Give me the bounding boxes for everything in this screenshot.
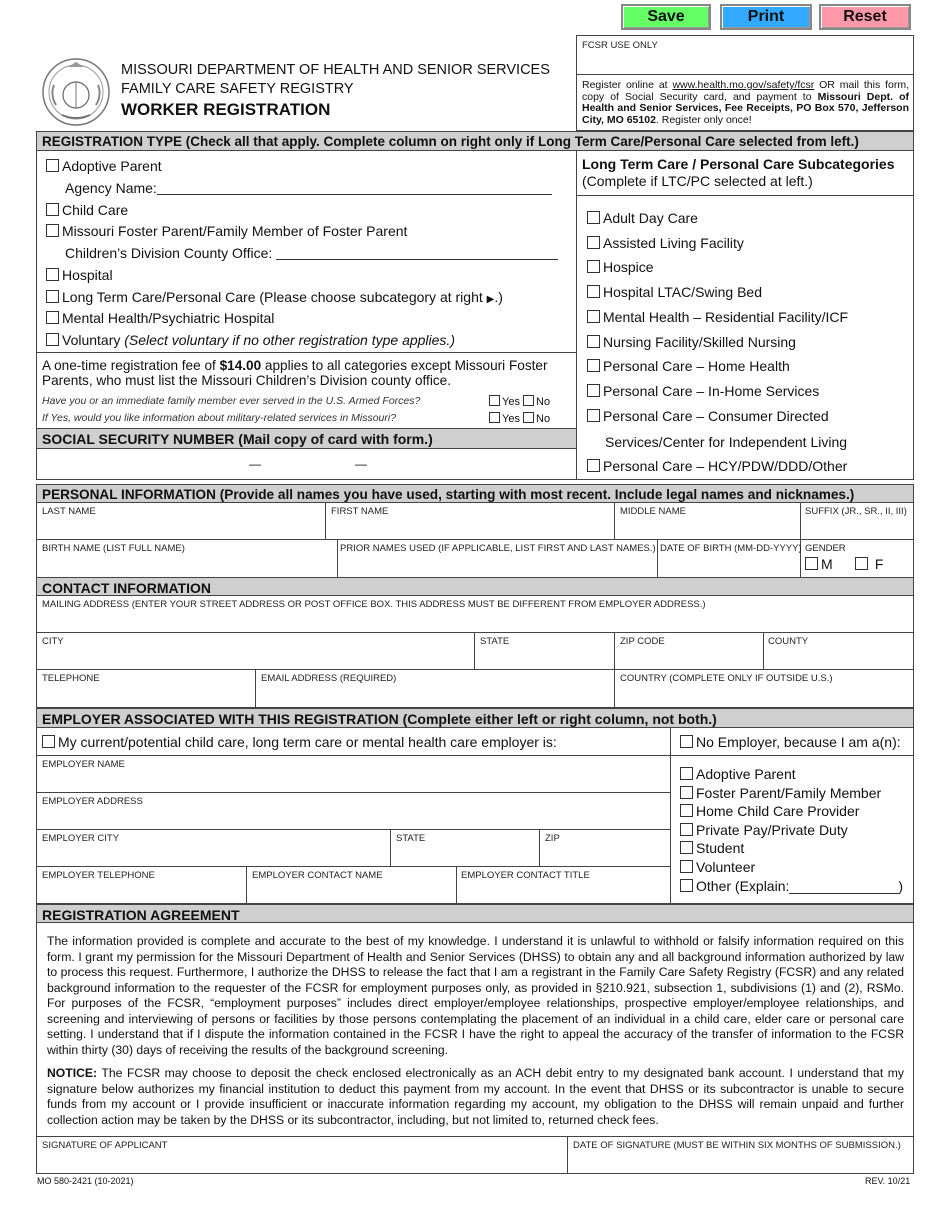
revision-date: REV. 10/21	[865, 1176, 911, 1186]
registry-name: FAMILY CARE SAFETY REGISTRY	[121, 81, 354, 97]
adoptive-parent-option[interactable]: Adoptive Parent	[46, 158, 162, 174]
agreement-header: REGISTRATION AGREEMENT	[36, 904, 914, 923]
subcategory-option[interactable]: Assisted Living Facility	[587, 235, 744, 251]
voluntary-option[interactable]: Voluntary (Select voluntary if no other registration type applies.)	[46, 332, 455, 348]
subcategory-option[interactable]: Adult Day Care	[587, 210, 698, 226]
subcategory-hcy-option[interactable]: Personal Care – HCY/PDW/DDD/Other	[587, 458, 847, 474]
no-employer-reason-option[interactable]: Student	[680, 840, 744, 856]
child-care-option[interactable]: Child Care	[46, 202, 128, 218]
current-employer-checkbox[interactable]	[42, 735, 55, 748]
form-title: WORKER REGISTRATION	[121, 100, 331, 119]
county-office-field[interactable]: Children’s Division County Office:	[65, 245, 558, 261]
hospital-checkbox[interactable]	[46, 268, 59, 281]
ssn-input[interactable]	[36, 449, 576, 480]
gender-f-checkbox[interactable]	[855, 557, 868, 570]
mental-health-option[interactable]: Mental Health/Psychiatric Hospital	[46, 310, 274, 326]
agency-name: MISSOURI DEPARTMENT OF HEALTH AND SENIOR SERVICES	[121, 62, 550, 78]
notice-paragraph: NOTICE: The FCSR may choose to deposit the check enclosed electronically as an ACH debit entry to my designated bank account. I understand that my signature below authorizes my financial institution to deduct this payment from my account. In the event that DHSS or its subcontractor is unable to secure funds from my account or I provide insufficient or inaccurate information regarding my account, my obligation to the DHSS will remain unpaid and further collection action may be taken by the DHSS or its subcontractor, including, but not limited to, returned check fees.	[47, 1066, 904, 1127]
foster-parent-checkbox[interactable]	[46, 224, 59, 237]
county-field[interactable]: COUNTY	[768, 636, 809, 647]
employer-address-field[interactable]: EMPLOYER ADDRESS	[42, 796, 143, 807]
no-employer-reason-option[interactable]: Adoptive Parent	[680, 766, 796, 782]
no-employer-reason-checkbox[interactable]	[680, 767, 693, 780]
no-employer-reason-checkbox[interactable]	[680, 786, 693, 799]
subcategories-title: Long Term Care / Personal Care Subcategories	[582, 156, 895, 172]
subcategory-checkbox[interactable]	[587, 236, 600, 249]
gender-f-option[interactable]: F	[855, 556, 883, 572]
suffix-field[interactable]: SUFFIX (JR., SR., II, III)	[805, 506, 907, 517]
no-employer-option[interactable]: No Employer, because I am a(n):	[680, 734, 901, 750]
fcsr-use-only-label: FCSR USE ONLY	[582, 40, 658, 51]
no-employer-reason-option[interactable]: Volunteer	[680, 859, 755, 875]
gender-label: GENDER	[805, 543, 846, 554]
ssn-dash-1: —	[249, 457, 261, 471]
email-field[interactable]: EMAIL ADDRESS (REQUIRED)	[261, 673, 397, 684]
prior-names-field[interactable]: PRIOR NAMES USED (IF APPLICABLE, LIST FIRST AND LAST NAMES.)	[340, 543, 656, 554]
ltc-pc-checkbox[interactable]	[46, 290, 59, 303]
save-button[interactable]: Save	[621, 4, 711, 30]
subcategory-option[interactable]: Hospice	[587, 259, 654, 275]
military-q1-no-checkbox[interactable]	[523, 395, 534, 406]
zip-code-field[interactable]: ZIP CODE	[620, 636, 665, 647]
military-q2-yes-checkbox[interactable]	[489, 412, 500, 423]
ssn-dash-2: —	[355, 457, 367, 471]
subcategory-checkbox[interactable]	[587, 384, 600, 397]
subcategory-hcy-checkbox[interactable]	[587, 459, 600, 472]
subcategory-cont: Services/Center for Independent Living	[605, 434, 848, 450]
subcategory-checkbox[interactable]	[587, 335, 600, 348]
form-number: MO 580-2421 (10-2021)	[37, 1176, 134, 1186]
state-seal-icon	[40, 57, 112, 127]
country-field[interactable]: COUNTRY (COMPLETE ONLY IF OUTSIDE U.S.)	[620, 673, 833, 684]
military-q2-answers: Yes No	[489, 412, 550, 425]
subcategory-checkbox[interactable]	[587, 409, 600, 422]
gender-m-option[interactable]: M	[805, 556, 833, 572]
no-employer-reason-checkbox[interactable]	[680, 804, 693, 817]
no-employer-other-option[interactable]: Other (Explain:______________)	[680, 878, 903, 894]
no-employer-reason-option[interactable]: Private Pay/Private Duty	[680, 822, 848, 838]
middle-name-field[interactable]: MIDDLE NAME	[620, 506, 686, 517]
no-employer-reason-option[interactable]: Foster Parent/Family Member	[680, 785, 881, 801]
adoptive-parent-checkbox[interactable]	[46, 159, 59, 172]
subcategory-option[interactable]: Mental Health – Residential Facility/ICF	[587, 309, 848, 325]
subcategory-checkbox[interactable]	[587, 285, 600, 298]
dob-field[interactable]: DATE OF BIRTH (MM-DD-YYYY)	[660, 543, 802, 554]
telephone-field[interactable]: TELEPHONE	[42, 673, 100, 684]
no-employer-reason-checkbox[interactable]	[680, 823, 693, 836]
military-q1-yes-checkbox[interactable]	[489, 395, 500, 406]
signature-date-field[interactable]: DATE OF SIGNATURE (MUST BE WITHIN SIX MONTHS OF SUBMISSION.)	[573, 1140, 901, 1151]
foster-parent-option[interactable]: Missouri Foster Parent/Family Member of Foster Parent	[46, 223, 407, 239]
subcategory-checkbox[interactable]	[587, 359, 600, 372]
employer-contact-title-field[interactable]: EMPLOYER CONTACT TITLE	[461, 870, 590, 881]
subcategory-option[interactable]: Hospital LTAC/Swing Bed	[587, 284, 762, 300]
no-employer-checkbox[interactable]	[680, 735, 693, 748]
employer-telephone-field[interactable]: EMPLOYER TELEPHONE	[42, 870, 155, 881]
arrow-right-icon: ▶	[486, 294, 495, 305]
employer-name-field[interactable]: EMPLOYER NAME	[42, 759, 125, 770]
signature-field[interactable]: SIGNATURE OF APPLICANT	[42, 1140, 168, 1151]
no-employer-reason-option[interactable]: Home Child Care Provider	[680, 803, 859, 819]
subcategory-option[interactable]: Nursing Facility/Skilled Nursing	[587, 334, 796, 350]
city-field[interactable]: CITY	[42, 636, 64, 647]
subcategory-option[interactable]: Personal Care – In-Home Services	[587, 383, 819, 399]
agreement-paragraph: The information provided is complete and accurate to the best of my knowledge. I understand it is unlawful to withhold or falsify information required on this form. I grant my permission for the Missouri Department of Health and Senior Services (DHSS) to obtain any and all background information authorized by law to process this request. Furthermore, I authorize the DHSS to release the fact that I am a registrant in the Family Care Safety Registry (FCSR) and any related background information to the requester of the FCSR for employment purposes only, as provided in §210.921, subsection 1, subdivisions (1) and (2), RSMo. For purposes of the FCSR, “employment purposes” includes direct employer/employee relationships, prospective employer/employee relationships, and screening and interviewing of persons or facilities by those persons contemplating the placement of an individual in a child care, elder care or personal care setting. I understand that if I dispute the information contained in the FCSR I have the right to appeal the accuracy of the transfer of information to the FCSR within thirty (30) days of receiving the results of the background screening.	[47, 934, 904, 1057]
birth-name-field[interactable]: BIRTH NAME (LIST FULL NAME)	[42, 543, 185, 554]
reset-button[interactable]: Reset	[819, 4, 911, 30]
employer-header: EMPLOYER ASSOCIATED WITH THIS REGISTRATION (Complete either left or right column, not both.)	[36, 708, 914, 728]
registration-type-header: REGISTRATION TYPE (Check all that apply. Complete column on right only if Long Term Care/Personal Care selected from left.)	[36, 131, 914, 151]
subcategory-checkbox[interactable]	[587, 211, 600, 224]
military-q1-answers: Yes No	[489, 395, 550, 408]
print-button[interactable]: Print	[720, 4, 812, 30]
no-employer-reason-checkbox[interactable]	[680, 860, 693, 873]
employer-contact-name-field[interactable]: EMPLOYER CONTACT NAME	[252, 870, 383, 881]
no-employer-other-checkbox[interactable]	[680, 879, 693, 892]
current-employer-option[interactable]: My current/potential child care, long term care or mental health care employer is:	[42, 734, 557, 750]
contact-info-header: CONTACT INFORMATION	[36, 577, 914, 596]
first-name-field[interactable]: FIRST NAME	[331, 506, 389, 517]
gender-m-checkbox[interactable]	[805, 557, 818, 570]
subcategory-option[interactable]: Personal Care – Consumer Directed	[587, 408, 829, 424]
no-employer-reason-checkbox[interactable]	[680, 841, 693, 854]
ltc-pc-option[interactable]: Long Term Care/Personal Care (Please choose subcategory at right ▶.)	[46, 289, 503, 305]
military-q2-no-checkbox[interactable]	[523, 412, 534, 423]
state-field[interactable]: STATE	[480, 636, 510, 647]
subcategories-subtitle: (Complete if LTC/PC selected at left.)	[582, 173, 813, 189]
employer-state-field[interactable]: STATE	[396, 833, 426, 844]
military-question-2: If Yes, would you like information about military-related services in Missouri?	[42, 412, 397, 424]
employer-zip-field[interactable]: ZIP	[545, 833, 560, 844]
employer-city-field[interactable]: EMPLOYER CITY	[42, 833, 120, 844]
subcategory-option[interactable]: Personal Care – Home Health	[587, 358, 790, 374]
agency-name-field[interactable]: Agency Name:	[65, 180, 552, 196]
voluntary-checkbox[interactable]	[46, 333, 59, 346]
subcategory-checkbox[interactable]	[587, 310, 600, 323]
hospital-option[interactable]: Hospital	[46, 267, 113, 283]
subcategory-checkbox[interactable]	[587, 260, 600, 273]
mental-health-checkbox[interactable]	[46, 311, 59, 324]
military-question-1: Have you or an immediate family member ever served in the U.S. Armed Forces?	[42, 395, 421, 407]
personal-info-header: PERSONAL INFORMATION (Provide all names you have used, starting with most recent. Include legal names and nicknames.)	[36, 484, 914, 503]
child-care-checkbox[interactable]	[46, 203, 59, 216]
fcsr-website-link[interactable]: www.health.mo.gov/safety/fcsr	[672, 79, 815, 91]
last-name-field[interactable]: LAST NAME	[42, 506, 96, 517]
mailing-address-field[interactable]: MAILING ADDRESS (ENTER YOUR STREET ADDRESS OR POST OFFICE BOX. THIS ADDRESS MUST BE DIFFERENT FROM EMPLOYER ADDRESS.)	[42, 599, 706, 610]
register-instructions: Register online at www.health.mo.gov/safety/fcsr OR mail this form, copy of Social Security card, and payment to Missouri Dept. of Health and Senior Services, Fee Receipts, PO Box 570, Jefferson City, MO 65102. Register only once!	[582, 79, 909, 126]
ssn-header: SOCIAL SECURITY NUMBER (Mail copy of card with form.)	[36, 428, 577, 449]
fee-notice: A one-time registration fee of $14.00 applies to all categories except Missouri Foster Parents, who must list the Missouri Children’s Division county office.	[42, 358, 548, 388]
